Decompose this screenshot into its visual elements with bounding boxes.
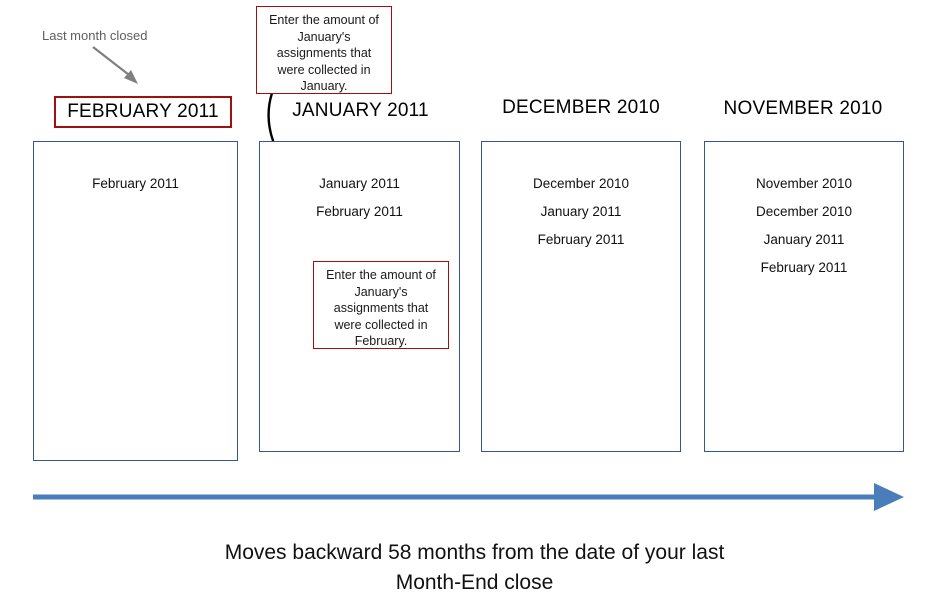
- panel-items: [260, 170, 459, 226]
- panel-item: February 2011: [92, 176, 179, 191]
- timeline-arrow: [33, 483, 904, 511]
- panel-item: February 2011: [316, 204, 403, 219]
- panel-items: [34, 170, 237, 198]
- panel-item: February 2011: [760, 260, 848, 275]
- callout-january-collected-in-february: Enter the amount of January's assignments that were collected in February.: [313, 261, 449, 349]
- panel-items: [482, 170, 680, 254]
- panel-item: November 2010: [755, 176, 853, 191]
- panel-item: January 2011: [763, 232, 845, 247]
- column-heading-november-2010: NOVEMBER 2010: [723, 98, 883, 119]
- column-heading-january-2011: JANUARY 2011: [292, 100, 429, 121]
- month-panel-november-2010[interactable]: [704, 141, 904, 452]
- timeline-caption-line-2: Month-End close: [395, 571, 554, 594]
- panel-item: December 2010: [532, 176, 630, 191]
- last-month-closed-label: Last month closed: [42, 28, 148, 43]
- last-month-closed-arrow: [93, 47, 138, 84]
- callout-january-collected-in-january: Enter the amount of January's assignments that were collected in January.: [256, 6, 392, 94]
- panel-item: January 2011: [319, 176, 400, 191]
- timeline-caption-line-1: Moves backward 58 months from the date of your last: [224, 541, 725, 564]
- column-heading-december-2010: DECEMBER 2010: [502, 97, 660, 118]
- panel-items: [705, 170, 903, 282]
- month-panel-february-2011[interactable]: [33, 141, 238, 461]
- panel-item: February 2011: [537, 232, 625, 247]
- panel-item: December 2010: [755, 204, 853, 219]
- panel-item: January 2011: [540, 204, 622, 219]
- month-panel-december-2010[interactable]: [481, 141, 681, 452]
- column-heading-february-2011: FEBRUARY 2011: [54, 96, 232, 128]
